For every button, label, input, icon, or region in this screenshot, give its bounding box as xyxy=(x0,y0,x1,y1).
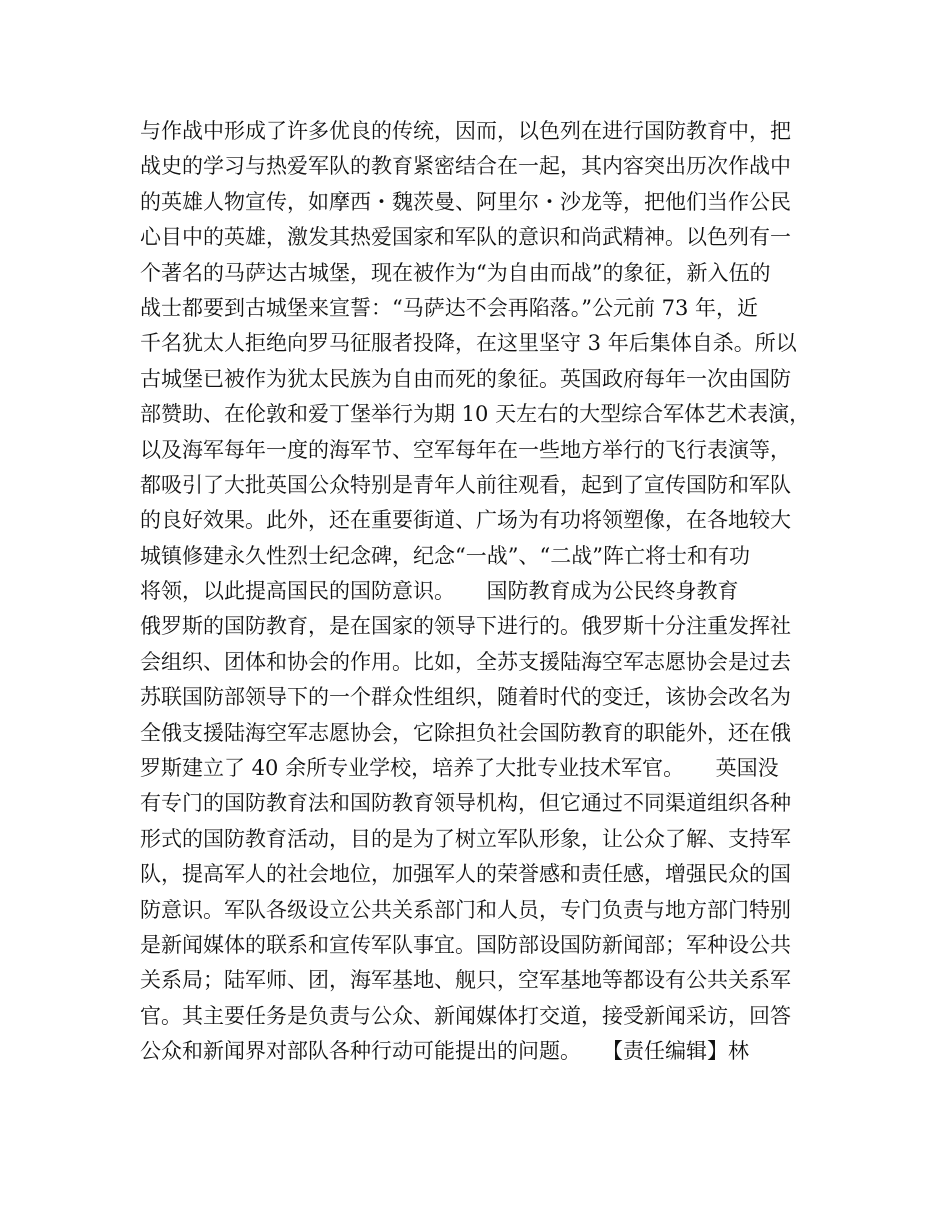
text-line: 是新闻媒体的联系和宣传军队事宜。国防部设国防新闻部；军种设公共 xyxy=(140,932,791,957)
text-line: 个著名的马萨达古城堡，现在被作为“为自由而战”的象征，新入伍的 xyxy=(140,260,771,285)
text-line: 防意识。军队各级设立公共关系部门和人员，专门负责与地方部门特别 xyxy=(140,897,791,922)
text-line: 古城堡已被作为犹太民族为自由而死的象征。英国政府每年一次由国防 xyxy=(140,366,791,391)
text-line: 会组织、团体和协会的作用。比如，全苏支援陆海空军志愿协会是过去 xyxy=(140,649,791,674)
body-text xyxy=(140,114,830,1070)
text-line: 形式的国防教育活动，目的是为了树立军队形象，让公众了解、支持军 xyxy=(140,826,791,851)
text-line: 战士都要到古城堡来宣誓：“马萨达不会再陷落。”公元前 73 年，近 xyxy=(140,295,759,320)
text-line: 俄罗斯的国防教育，是在国家的领导下进行的。俄罗斯十分注重发挥社 xyxy=(140,614,791,639)
text-line: 千名犹太人拒绝向罗马征服者投降，在这里坚守 3 年后集体自杀。所以 xyxy=(140,331,797,356)
text-line: 都吸引了大批英国公众特别是青年人前往观看，起到了宣传国防和军队 xyxy=(140,472,791,497)
text-line: 的良好效果。此外，还在重要街道、广场为有功将领塑像，在各地较大 xyxy=(140,508,791,533)
text-line: 关系局；陆军师、团，海军基地、舰只，空军基地等都设有公共关系军 xyxy=(140,968,791,993)
text-line: 以及海军每年一度的海军节、空军每年在一些地方举行的飞行表演等， xyxy=(140,437,791,462)
text-line: 公众和新闻界对部队各种行动可能提出的问题。 【责任编辑】林 xyxy=(140,1039,749,1064)
text-line: 的英雄人物宣传，如摩西・魏茨曼、阿里尔・沙龙等，把他们当作公民 xyxy=(140,189,791,214)
text-line: 队，提高军人的社会地位，加强军人的荣誉感和责任感，增强民众的国 xyxy=(140,862,791,887)
text-line: 战史的学习与热爱军队的教育紧密结合在一起，其内容突出历次作战中 xyxy=(140,154,791,179)
text-line: 苏联国防部领导下的一个群众性组织，随着时代的变迁，该协会改名为 xyxy=(140,685,791,710)
text-line: 官。其主要任务是负责与公众、新闻媒体打交道，接受新闻采访，回答 xyxy=(140,1003,791,1028)
text-line: 将领，以此提高国民的国防意识。 国防教育成为公民终身教育 xyxy=(140,579,739,604)
text-line: 罗斯建立了 40 余所专业学校，培养了大批专业技术军官。 英国没 xyxy=(140,756,779,781)
text-line: 心目中的英雄，激发其热爱国家和军队的意识和尚武精神。以色列有一 xyxy=(140,225,791,250)
text-line: 全俄支援陆海空军志愿协会，它除担负社会国防教育的职能外，还在俄 xyxy=(140,720,791,745)
text-line: 与作战中形成了许多优良的传统，因而，以色列在进行国防教育中，把 xyxy=(140,119,791,143)
text-line: 城镇修建永久性烈士纪念碑，纪念“一战”、“二战”阵亡将士和有功 xyxy=(140,543,750,568)
text-line: 部赞助、在伦敦和爱丁堡举行为期 10 天左右的大型综合军体艺术表演， xyxy=(140,402,811,427)
text-line: 有专门的国防教育法和国防教育领导机构，但它通过不同渠道组织各种 xyxy=(140,791,791,816)
